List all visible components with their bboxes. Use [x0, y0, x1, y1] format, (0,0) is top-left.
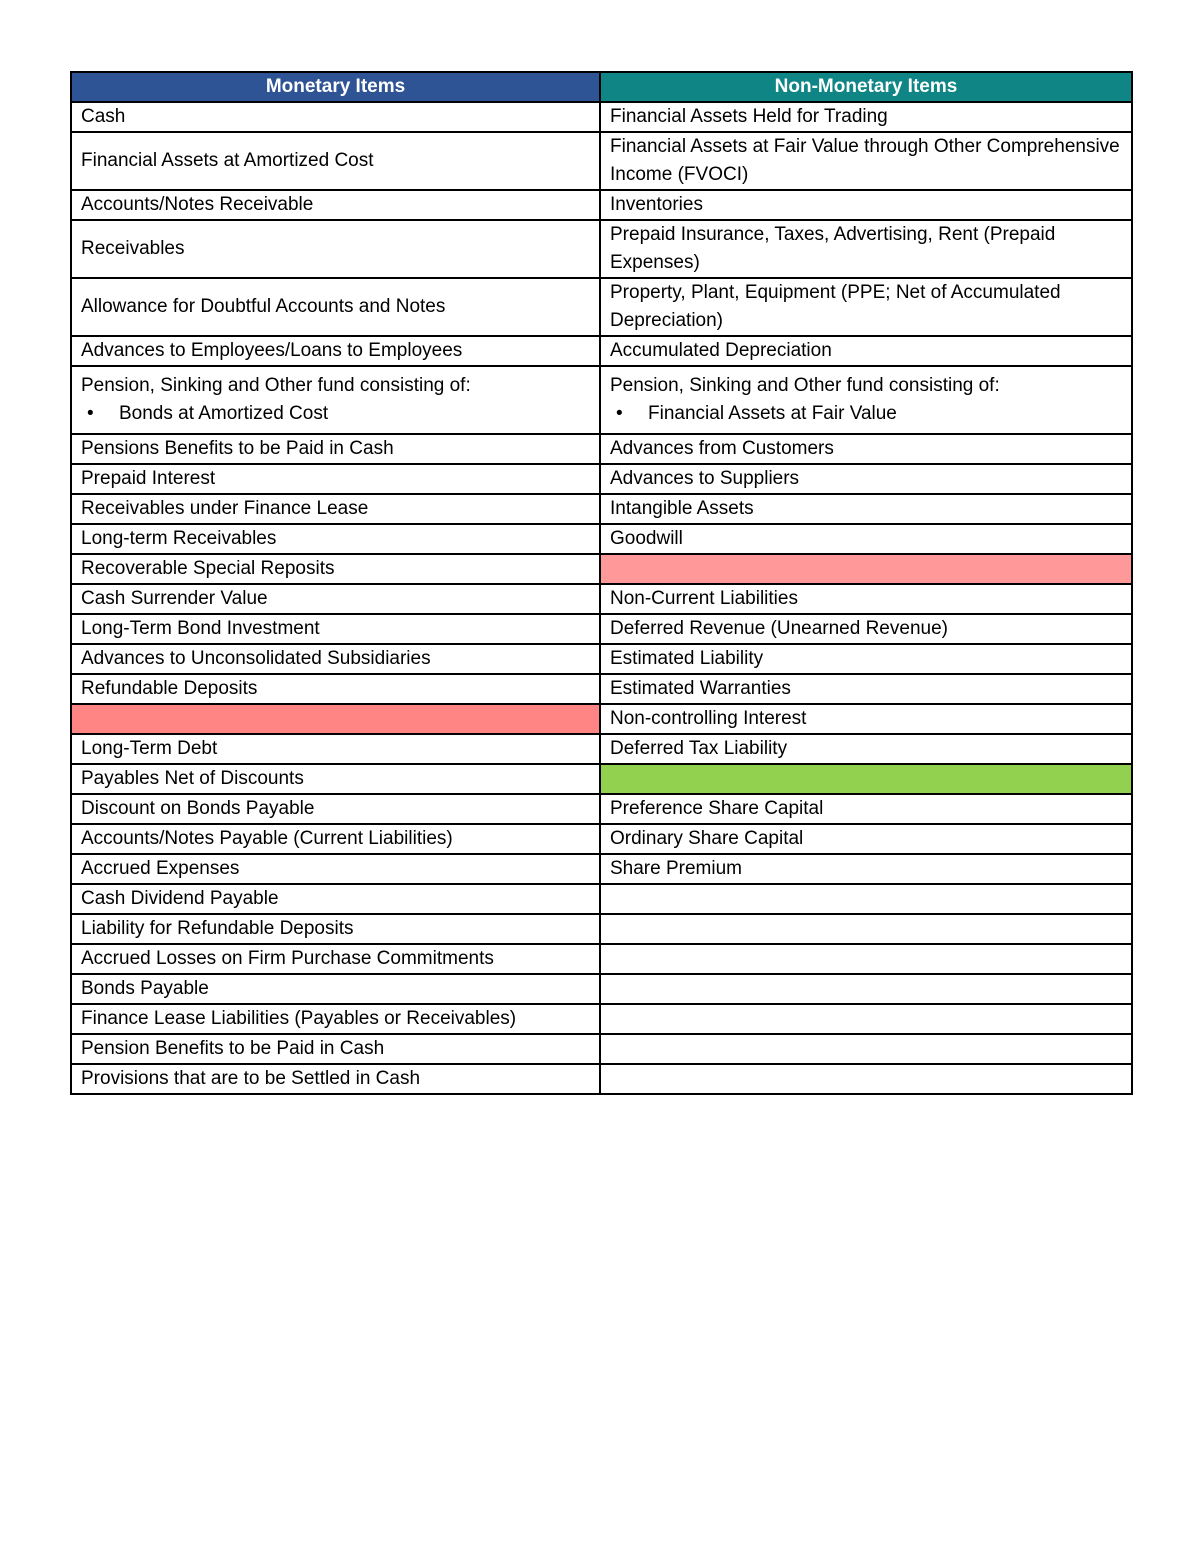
non-monetary-cell: [600, 1064, 1132, 1094]
non-monetary-cell: Prepaid Insurance, Taxes, Advertising, Rent (Prepaid Expenses): [600, 220, 1132, 278]
monetary-cell: Long-Term Debt: [71, 734, 600, 764]
table-row: [71, 102, 1132, 132]
table-header-row: [71, 72, 1132, 102]
monetary-cell: Accounts/Notes Payable (Current Liabilities): [71, 824, 600, 854]
monetary-cell: Accrued Losses on Firm Purchase Commitments: [71, 944, 600, 974]
table-row: [71, 190, 1132, 220]
monetary-cell: Recoverable Special Reposits: [71, 554, 600, 584]
non-monetary-cell: Goodwill: [600, 524, 1132, 554]
monetary-cell: Financial Assets at Amortized Cost: [71, 132, 600, 190]
table-row: [71, 644, 1132, 674]
bullet-icon: •: [616, 403, 623, 424]
monetary-cell: Bonds Payable: [71, 974, 600, 1004]
table-row: [71, 884, 1132, 914]
non-monetary-items-header: Non-Monetary Items: [600, 72, 1132, 102]
monetary-cell: Receivables under Finance Lease: [71, 494, 600, 524]
monetary-cell: Pension Benefits to be Paid in Cash: [71, 1034, 600, 1064]
non-monetary-cell: Financial Assets at Fair Value through Other Comprehensive Income (FVOCI): [600, 132, 1132, 190]
non-monetary-fund-bullet-text: Financial Assets at Fair Value: [648, 403, 897, 424]
monetary-cell: Advances to Unconsolidated Subsidiaries: [71, 644, 600, 674]
monetary-cell: Advances to Employees/Loans to Employees: [71, 336, 600, 366]
monetary-cell: Accounts/Notes Receivable: [71, 190, 600, 220]
table-row: [71, 336, 1132, 366]
non-monetary-cell: [600, 914, 1132, 944]
table-row: [71, 494, 1132, 524]
monetary-cell: Payables Net of Discounts: [71, 764, 600, 794]
table-row: [71, 220, 1132, 278]
table-row: [71, 1034, 1132, 1064]
monetary-cell: Receivables: [71, 220, 600, 278]
monetary-cell: Long-term Receivables: [71, 524, 600, 554]
table-row: [71, 132, 1132, 190]
monetary-cell: Prepaid Interest: [71, 464, 600, 494]
monetary-cell: Discount on Bonds Payable: [71, 794, 600, 824]
monetary-fund-bullet-text: Bonds at Amortized Cost: [119, 403, 329, 424]
non-monetary-fund-bullet: [610, 400, 1122, 428]
non-monetary-cell: Inventories: [600, 190, 1132, 220]
bullet-icon: •: [87, 403, 94, 424]
table-body: [71, 102, 1132, 1094]
non-monetary-cell: Preference Share Capital: [600, 794, 1132, 824]
non-monetary-cell: Estimated Warranties: [600, 674, 1132, 704]
non-monetary-cell: [600, 974, 1132, 1004]
non-monetary-cell: Deferred Tax Liability: [600, 734, 1132, 764]
monetary-items-header: Monetary Items: [71, 72, 600, 102]
non-monetary-cell: Non-Current Liabilities: [600, 584, 1132, 614]
monetary-cell: Accrued Expenses: [71, 854, 600, 884]
non-monetary-cell: Accumulated Depreciation: [600, 336, 1132, 366]
non-monetary-cell: [600, 1004, 1132, 1034]
table-row: [71, 674, 1132, 704]
non-monetary-cell: Share Premium: [600, 854, 1132, 884]
monetary-cell: Provisions that are to be Settled in Cash: [71, 1064, 600, 1094]
monetary-fund-label: Pension, Sinking and Other fund consisting of:: [81, 375, 471, 396]
monetary-cell: Cash Surrender Value: [71, 584, 600, 614]
monetary-cell: Liability for Refundable Deposits: [71, 914, 600, 944]
table-row: [71, 854, 1132, 884]
table-row: [71, 614, 1132, 644]
monetary-cell: Allowance for Doubtful Accounts and Notes: [71, 278, 600, 336]
non-monetary-cell: [600, 944, 1132, 974]
monetary-cell: Cash Dividend Payable: [71, 884, 600, 914]
table-row: [71, 944, 1132, 974]
non-monetary-cell: Advances to Suppliers: [600, 464, 1132, 494]
non-monetary-fund-label: Pension, Sinking and Other fund consisting of:: [610, 375, 1000, 396]
table-row: [71, 704, 1132, 734]
table-row: [71, 464, 1132, 494]
table-row: [71, 974, 1132, 1004]
table-row: [71, 734, 1132, 764]
table-row: [71, 794, 1132, 824]
monetary-cell: Refundable Deposits: [71, 674, 600, 704]
monetary-cell: Long-Term Bond Investment: [71, 614, 600, 644]
non-monetary-cell: Deferred Revenue (Unearned Revenue): [600, 614, 1132, 644]
table-row: [71, 1004, 1132, 1034]
monetary-cell: Finance Lease Liabilities (Payables or Receivables): [71, 1004, 600, 1034]
non-monetary-cell: Property, Plant, Equipment (PPE; Net of Accumulated Depreciation): [600, 278, 1132, 336]
monetary-fund-cell: [71, 366, 600, 434]
table-row: [71, 764, 1132, 794]
non-monetary-cell: Financial Assets Held for Trading: [600, 102, 1132, 132]
non-monetary-cell: Advances from Customers: [600, 434, 1132, 464]
monetary-fund-bullet: [81, 400, 590, 428]
non-monetary-cell: Non-controlling Interest: [600, 704, 1132, 734]
monetary-items-table: [70, 71, 1133, 1095]
highlight-red-cell: [71, 704, 600, 734]
non-monetary-cell: [600, 1034, 1132, 1064]
highlight-green-cell: [600, 764, 1132, 794]
table-row: [71, 554, 1132, 584]
table-row: [71, 584, 1132, 614]
highlight-pink-cell: [600, 554, 1132, 584]
table-row: [71, 914, 1132, 944]
table-row: [71, 524, 1132, 554]
table-row: [71, 1064, 1132, 1094]
table-row: [71, 278, 1132, 336]
non-monetary-cell: Intangible Assets: [600, 494, 1132, 524]
non-monetary-cell: [600, 884, 1132, 914]
monetary-cell: Pensions Benefits to be Paid in Cash: [71, 434, 600, 464]
non-monetary-cell: Ordinary Share Capital: [600, 824, 1132, 854]
table-row: [71, 434, 1132, 464]
non-monetary-cell: Estimated Liability: [600, 644, 1132, 674]
monetary-cell: Cash: [71, 102, 600, 132]
table-row: [71, 366, 1132, 434]
table-row: [71, 824, 1132, 854]
non-monetary-fund-cell: [600, 366, 1132, 434]
